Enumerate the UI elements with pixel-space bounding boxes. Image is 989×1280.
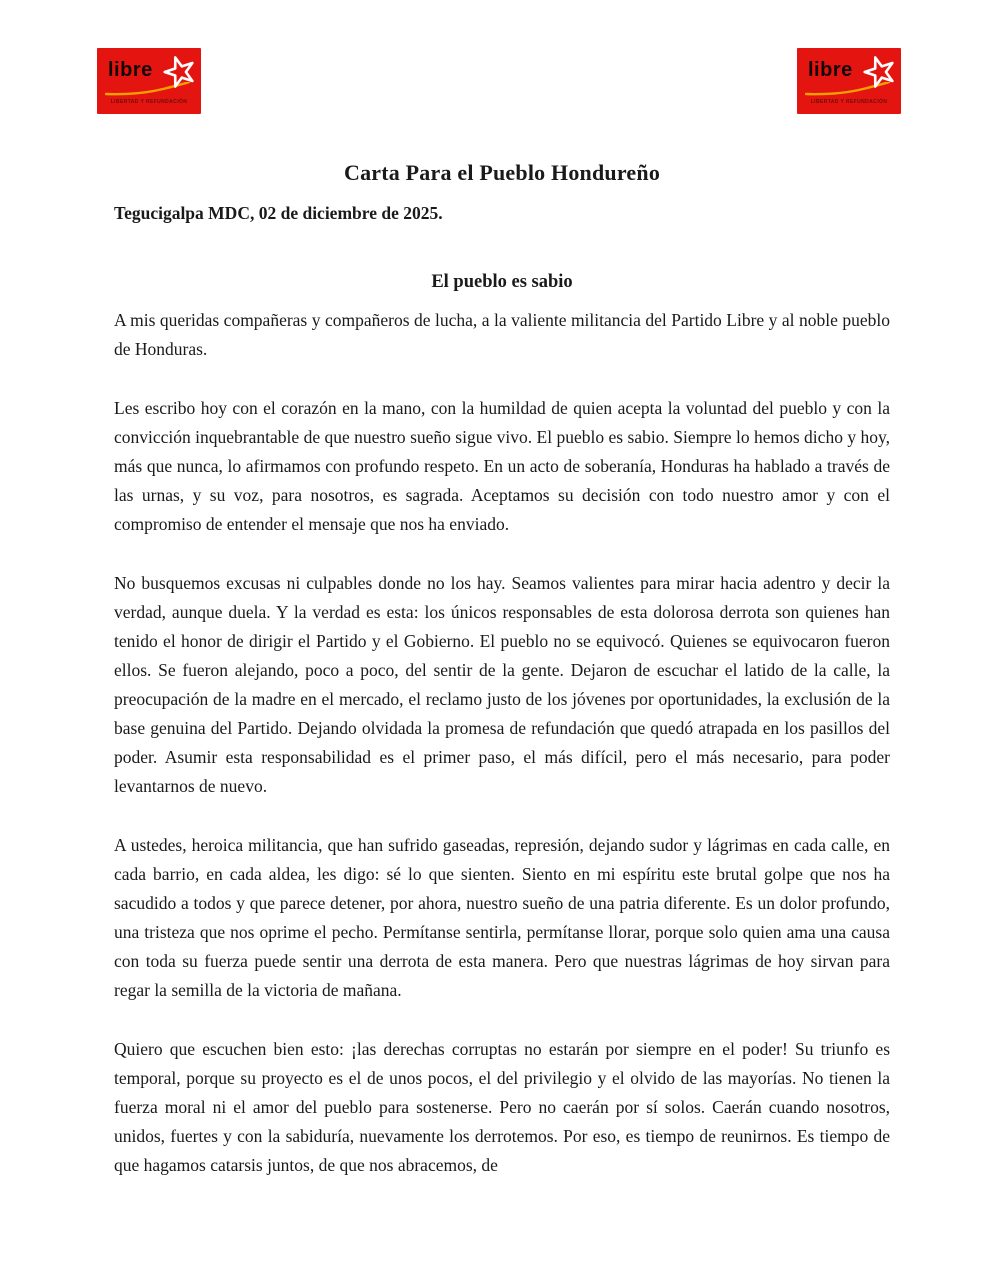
document-title: Carta Para el Pueblo Hondureño xyxy=(343,160,661,185)
dateline: Tegucigalpa MDC, 02 de diciembre de 2025. xyxy=(114,203,443,223)
paragraph: Quiero que escuchen bien esto: ¡las derechas corruptas no estarán por siempre en el poder! Su triunfo es temporal, porque su proyecto es el de unos pocos, el del privilegio y el olvido de las mayorías. No tienen la fuerza moral ni el amor del pueblo para sostenerse. Pero no caerán por sí solos. Caerán cuando nosotros, unidos, fuertes y con la sabiduría, nuevamente los derrotemos. Por eso, es tiempo de reunirnos. Es tiempo de que hagamos catarsis juntos, de que nos abracemos, de xyxy=(114,1039,890,1175)
paragraph: Les escribo hoy con el corazón en la mano, con la humildad de quien acepta la voluntad del pueblo y con la convicción inquebrantable de que nuestro sueño sigue vivo. El pueblo es sabio. Siempre lo hemos dicho y hoy, más que nunca, lo afirmamos con profundo respeto. En un acto de soberanía, Honduras ha hablado a través de las urnas, y su voz, para nosotros, es sagrada. Aceptamos su decisión con todo nuestro amor y con el compromiso de entender el mensaje que nos ha enviado. xyxy=(114,398,890,534)
libre-wordmark: libre xyxy=(808,59,853,81)
libre-tagline: LIBERTAD Y REFUNDACIÓN xyxy=(110,99,188,105)
libre-wordmark: libre xyxy=(108,59,153,81)
libre-tagline: LIBERTAD Y REFUNDACIÓN xyxy=(810,99,888,105)
paragraph: A ustedes, heroica militancia, que han sufrido gaseadas, represión, dejando sudor y lágrimas en cada calle, en cada barrio, en cada aldea, les digo: sé lo que sienten. Siento en mi espíritu este brutal golpe que nos ha sacudido a todos y que parece detener, por ahora, nuestro sueño de una patria diferente. Es un dolor profundo, una tristeza que nos oprime el pecho. Permítanse sentirla, permítanse llorar, porque solo quien ama una causa con toda su fuerza puede sentir una derrota de esta manera. Pero que nuestras lágrimas de hoy sirvan para regar la semilla de la victoria de mañana. xyxy=(114,835,890,1000)
section-heading: El pueblo es sabio xyxy=(431,272,573,292)
letter-paragraphs xyxy=(114,306,890,1180)
paragraph: A mis queridas compañeras y compañeros de lucha, a la valiente militancia del Partido Libre y al noble pueblo de Honduras. xyxy=(114,310,890,359)
paragraph: No busquemos excusas ni culpables donde no los hay. Seamos valientes para mirar hacia adentro y decir la verdad, aunque duela. Y la verdad es esta: los únicos responsables de esta dolorosa derrota son quienes han tenido el honor de dirigir el Partido y el Gobierno. El pueblo no se equivocó. Quienes se equivocaron fueron ellos. Se fueron alejando, poco a poco, del sentir de la gente. Dejaron de escuchar el latido de la calle, la preocupación de la madre en el mercado, el reclamo justo de los jóvenes por oportunidades, la exclusión de la base genuina del Partido. Dejando olvidada la promesa de refundación que quedó atrapada en los pasillos del poder. Asumir esta responsabilidad es el primer paso, el más difícil, pero el más necesario, para poder levantarnos de nuevo. xyxy=(114,573,890,796)
